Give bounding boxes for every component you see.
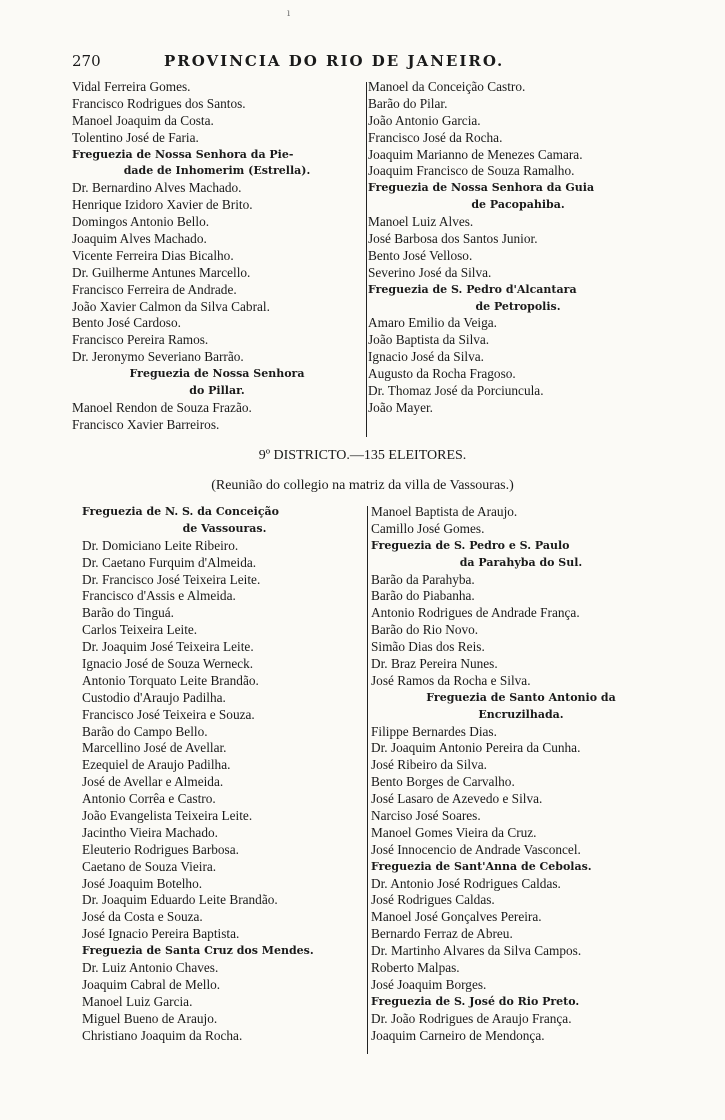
elector-name: Ignacio José da Silva. [368, 349, 484, 365]
elector-name: Roberto Malpas. [371, 960, 460, 976]
elector-name: José Ribeiro da Silva. [371, 757, 487, 773]
elector-name: Eleuterio Rodrigues Barbosa. [82, 841, 239, 857]
elector-name: Dr. Guilherme Antunes Marcello. [72, 264, 251, 280]
elector-name: Filippe Bernardes Dias. [371, 723, 497, 739]
parish-heading: da Parahyba do Sul. [459, 555, 583, 569]
elector-name: João Evangelista Teixeira Leite. [82, 808, 253, 824]
elector-name: José Rodrigues Caldas. [371, 892, 495, 908]
elector-name: Dr. Joaquim Eduardo Leite Brandão. [82, 892, 278, 908]
elector-name: Bernardo Ferraz de Abreu. [371, 926, 513, 942]
elector-name: Caetano de Souza Vieira. [82, 858, 217, 874]
parish-heading: Encruzilhada. [478, 707, 564, 721]
elector-name: Narciso José Soares. [371, 808, 481, 824]
elector-name: Joaquim Alves Machado. [72, 231, 207, 247]
elector-name: Henrique Izidoro Xavier de Brito. [72, 197, 253, 213]
parish-heading: de Pacopahiba. [471, 198, 565, 212]
elector-name: Dr. Braz Pereira Nunes. [371, 656, 498, 672]
parish-heading: do Pillar. [189, 384, 245, 398]
elector-name: Francisco José Teixeira e Souza. [82, 706, 255, 722]
elector-name: Dr. Joaquim José Teixeira Leite. [82, 639, 254, 655]
elector-name: João Xavier Calmon da Silva Cabral. [72, 298, 270, 314]
parish-heading: de Vassouras. [182, 521, 267, 535]
elector-name: Manoel Rendon de Souza Frazão. [72, 399, 252, 415]
page-header [72, 52, 672, 78]
section2-right-column [371, 504, 671, 1045]
elector-name: Francisco José da Rocha. [368, 129, 503, 145]
elector-name: Manoel da Conceição Castro. [368, 79, 526, 94]
elector-name: Francisco Rodrigues dos Santos. [72, 95, 246, 111]
elector-name: Marcellino José de Avellar. [82, 740, 227, 756]
column-divider [366, 82, 367, 437]
elector-name: José Lasaro de Azevedo e Silva. [371, 791, 543, 807]
elector-name: Dr. Thomaz José da Porciuncula. [368, 383, 544, 399]
elector-name: José Innocencio de Andrade Vasconcel. [371, 841, 581, 857]
elector-name: João Antonio Garcia. [368, 112, 481, 128]
elector-name: José Joaquim Botelho. [82, 875, 203, 891]
elector-name: Joaquim Marianno de Menezes Camara. [368, 146, 583, 162]
elector-name: Simão Dias dos Reis. [371, 639, 485, 655]
elector-name: José Barbosa dos Santos Junior. [368, 231, 538, 247]
elector-name: Dr. Domiciano Leite Ribeiro. [82, 537, 239, 553]
elector-name: Francisco Xavier Barreiros. [72, 416, 220, 432]
elector-name: Bento Borges de Carvalho. [371, 774, 515, 790]
elector-name: Antonio Torquato Leite Brandão. [82, 672, 259, 688]
elector-name: Dr. João Rodrigues de Araujo França. [371, 1010, 572, 1026]
elector-name: Severino José da Silva. [368, 264, 492, 280]
elector-name: Augusto da Rocha Fragoso. [368, 366, 516, 382]
section2-left-column [82, 504, 367, 1045]
elector-name: José de Avellar e Almeida. [82, 774, 224, 790]
district-heading: 9º DISTRICTO.—135 ELEITORES. [258, 448, 467, 463]
elector-name: Bento José Velloso. [368, 247, 473, 263]
elector-name: Francisco Ferreira de Andrade. [72, 281, 237, 297]
parish-heading: Freguezia de Nossa Senhora [129, 367, 305, 381]
elector-name: Dr. Francisco José Teixeira Leite. [82, 571, 261, 587]
elector-name: Bento José Cardoso. [72, 315, 181, 331]
parish-heading: dade de Inhomerim (Estrella). [123, 164, 311, 178]
elector-name: Barão da Parahyba. [371, 571, 475, 587]
elector-name: Ignacio José de Souza Werneck. [82, 656, 254, 672]
elector-name: Vidal Ferreira Gomes. [72, 79, 191, 94]
elector-name: João Mayer. [368, 399, 433, 415]
elector-name: Joaquim Cabral de Mello. [82, 976, 221, 992]
elector-name: Tolentino José de Faria. [72, 129, 199, 145]
elector-name: Antonio Corrêa e Castro. [82, 791, 216, 807]
parish-heading: Freguezia de Sant'Anna de Cebolas. [371, 859, 592, 873]
parish-heading: de Petropolis. [475, 299, 561, 313]
elector-name: Joaquim Francisco de Souza Ramalho. [368, 163, 575, 179]
elector-name: Manoel José Gonçalves Pereira. [371, 909, 542, 925]
parish-heading: Freguezia de N. S. da Conceição [82, 505, 279, 518]
top-mark: ı [287, 8, 291, 19]
elector-name: José Joaquim Borges. [371, 976, 487, 992]
elector-name: Manoel Baptista de Araujo. [371, 504, 518, 519]
column-divider [367, 506, 368, 1054]
elector-name: Amaro Emilio da Veiga. [368, 315, 498, 331]
district-note: (Reunião do collegio na matriz da villa de Vassouras.) [211, 478, 514, 493]
elector-name: Dr. Antonio José Rodrigues Caldas. [371, 875, 561, 891]
elector-name: Barão do Tinguá. [82, 605, 174, 621]
elector-name: José da Costa e Souza. [82, 909, 203, 925]
elector-name: José Ramos da Rocha e Silva. [371, 672, 531, 688]
parish-heading: Freguezia de Nossa Senhora da Guia [368, 181, 595, 195]
elector-name: Camillo José Gomes. [371, 520, 485, 536]
elector-name: José Ignacio Pereira Baptista. [82, 926, 240, 942]
elector-name: Miguel Bueno de Araujo. [82, 1010, 218, 1026]
elector-name: Jacintho Vieira Machado. [82, 824, 218, 840]
elector-name: Dr. Jeronymo Severiano Barrão. [72, 349, 244, 365]
elector-name: Barão do Rio Novo. [371, 622, 479, 638]
elector-name: Vicente Ferreira Dias Bicalho. [72, 247, 234, 263]
elector-name: Custodio d'Araujo Padilha. [82, 689, 226, 705]
parish-heading: Freguezia de Santo Antonio da [426, 690, 616, 704]
elector-name: Barão do Pilar. [368, 95, 448, 111]
elector-name: Manoel Luiz Garcia. [82, 993, 193, 1009]
parish-heading: Freguezia de S. Pedro e S. Paulo [371, 538, 570, 552]
elector-name: Ezequiel de Araujo Padilha. [82, 757, 231, 773]
page-title: PROVINCIA DO RIO DE JANEIRO. [164, 52, 505, 70]
parish-heading: Freguezia de Nossa Senhora da Pie- [72, 147, 294, 161]
elector-name: Domingos Antonio Bello. [72, 214, 210, 230]
elector-name: Joaquim Carneiro de Mendonça. [371, 1027, 545, 1043]
elector-name: João Baptista da Silva. [368, 332, 490, 348]
elector-name: Barão do Piabanha. [371, 588, 475, 604]
elector-name: Barão do Campo Bello. [82, 723, 208, 739]
elector-name: Christiano Joaquim da Rocha. [82, 1027, 243, 1043]
elector-name: Carlos Teixeira Leite. [82, 622, 198, 638]
elector-name: Dr. Bernardino Alves Machado. [72, 180, 242, 196]
elector-name: Dr. Caetano Furquim d'Almeida. [82, 554, 257, 570]
section1-right-column [368, 79, 668, 417]
page-number: 270 [72, 52, 101, 70]
elector-name: Francisco Pereira Ramos. [72, 332, 209, 348]
parish-heading: Freguezia de S. José do Rio Preto. [371, 994, 580, 1008]
section1-left-column [72, 79, 362, 434]
elector-name: Manoel Gomes Vieira da Cruz. [371, 824, 537, 840]
elector-name: Manoel Luiz Alves. [368, 214, 474, 230]
elector-name: Dr. Luiz Antonio Chaves. [82, 960, 219, 976]
parish-heading: Freguezia de Santa Cruz dos Mendes. [82, 944, 314, 958]
elector-name: Dr. Martinho Alvares da Silva Campos. [371, 943, 582, 959]
elector-name: Manoel Joaquim da Costa. [72, 112, 214, 128]
elector-name: Francisco d'Assis e Almeida. [82, 588, 236, 604]
elector-name: Dr. Joaquim Antonio Pereira da Cunha. [371, 740, 581, 756]
elector-name: Antonio Rodrigues de Andrade França. [371, 605, 580, 621]
parish-heading: Freguezia de S. Pedro d'Alcantara [368, 282, 577, 296]
